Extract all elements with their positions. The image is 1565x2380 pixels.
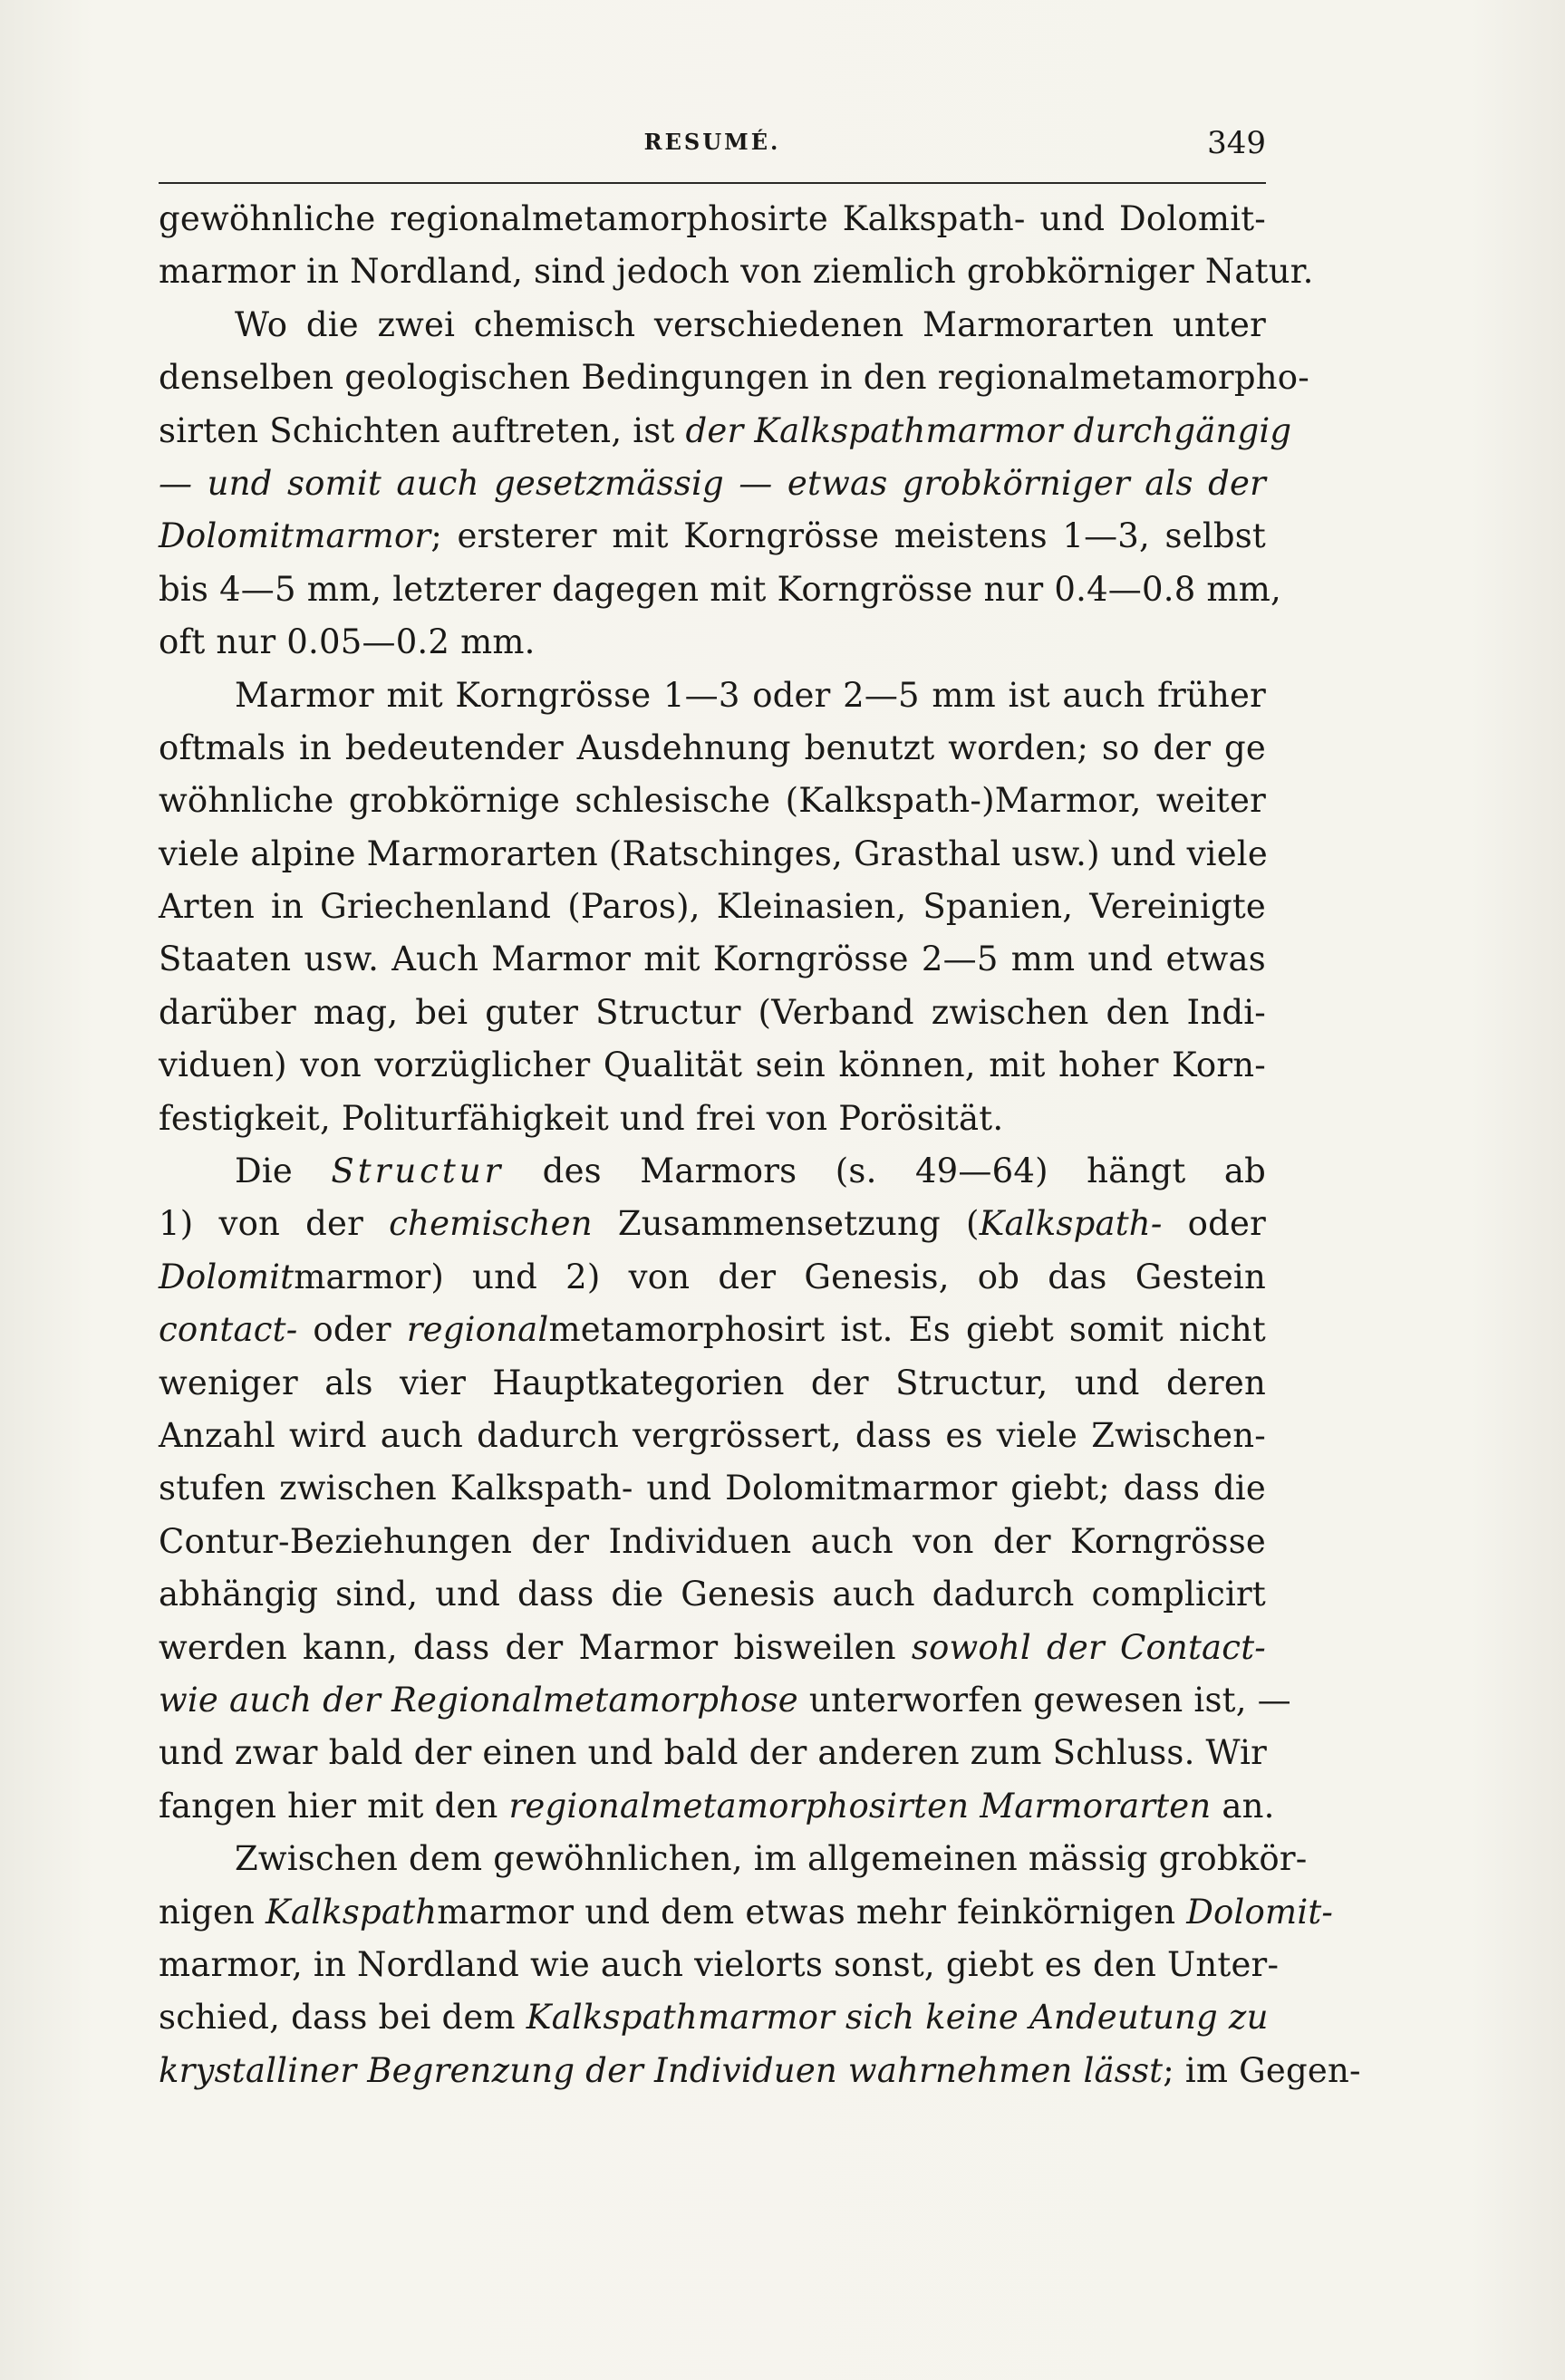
text-line: Wo die zwei chemisch verschiedenen Marmorarten unter bbox=[235, 304, 1266, 344]
italic-text: Dolomitmarmor bbox=[159, 516, 431, 556]
text-line bbox=[159, 1991, 1269, 2044]
italic-text: regional bbox=[406, 1310, 549, 1350]
italic-text: Kalkspath- bbox=[979, 1204, 1163, 1244]
text-line: Contur-Beziehungen der Individuen auch von der Korngrösse bbox=[159, 1521, 1266, 1561]
text-segment: schied, dass bei dem bbox=[159, 1998, 526, 2038]
italic-text: regionalmetamorphosirten Marmorarten bbox=[508, 1786, 1212, 1826]
italic-text: Kalkspathmarmor sich keine Andeutung zu bbox=[526, 1998, 1269, 2038]
text-line: viele alpine Marmorarten (Ratschinges, Grasthal usw.) und viele bbox=[159, 833, 1268, 873]
header-rule bbox=[159, 182, 1266, 184]
text-segment: ; im Gegen- bbox=[1163, 2050, 1361, 2090]
text-line bbox=[159, 1145, 1266, 1198]
text-segment: marmor und dem etwas mehr feinkörnigen bbox=[437, 1892, 1187, 1932]
italic-text: chemischen bbox=[389, 1204, 593, 1244]
text-line bbox=[159, 1674, 1291, 1727]
italic-text: Structur bbox=[331, 1151, 505, 1191]
text-segment: des Marmors (s. 49—64) hängt ab bbox=[504, 1151, 1266, 1191]
text-line bbox=[159, 1304, 1266, 1356]
italic-text: wie auch der Regionalmetamorphose bbox=[159, 1680, 798, 1720]
text-segment: oder bbox=[1162, 1204, 1266, 1244]
text-line: marmor, in Nordland wie auch vielorts sonst, giebt es den Unter- bbox=[159, 1944, 1280, 1984]
text-line bbox=[159, 1780, 1275, 1833]
text-line bbox=[159, 1622, 1266, 1674]
text-segment: werden kann, dass der Marmor bisweilen bbox=[159, 1627, 912, 1667]
text-line: und zwar bald der einen und bald der anderen zum Schluss. Wir bbox=[159, 1733, 1268, 1773]
text-segment: sirten Schichten auftreten, ist bbox=[159, 410, 686, 450]
text-line: stufen zwischen Kalkspath- und Dolomitmarmor giebt; dass die bbox=[159, 1469, 1266, 1508]
text-line: Staaten usw. Auch Marmor mit Korngrösse 2—5 mm und etwas bbox=[159, 939, 1266, 979]
text-line: Marmor mit Korngrösse 1—3 oder 2—5 mm ist auch früher bbox=[235, 675, 1266, 715]
text-line bbox=[159, 405, 1292, 458]
text-segment: metamorphosirt ist. Es giebt somit nicht bbox=[548, 1310, 1266, 1350]
text-line: bis 4—5 mm, letzterer dagegen mit Korngrösse nur 0.4—0.8 mm, bbox=[159, 569, 1281, 609]
text-line: wöhnliche grobkörnige schlesische (Kalkspath-)Marmor, weiter bbox=[159, 781, 1266, 821]
text-line: marmor in Nordland, sind jedoch von ziemlich grobkörniger Natur. bbox=[159, 252, 1314, 292]
text-line: gewöhnliche regionalmetamorphosirte Kalkspath- und Dolomit- bbox=[159, 199, 1266, 238]
text-line: Zwischen dem gewöhnlichen, im allgemeinen mässig grobkör- bbox=[235, 1839, 1308, 1879]
text-line: oft nur 0.05—0.2 mm. bbox=[159, 622, 536, 662]
text-line: denselben geologischen Bedingungen in den regionalmetamorpho- bbox=[159, 358, 1309, 398]
text-segment: oder bbox=[297, 1310, 407, 1350]
text-line: weniger als vier Hauptkategorien der Structur, und deren bbox=[159, 1363, 1266, 1402]
text-line: Arten in Griechenland (Paros), Kleinasien, Spanien, Vereinigte bbox=[159, 887, 1266, 927]
text-segment: ; ersterer mit Korngrösse meistens 1—3, selbst bbox=[430, 516, 1266, 556]
text-segment: Die bbox=[235, 1151, 332, 1191]
text-line bbox=[159, 1886, 1334, 1939]
text-line: viduen) von vorzüglicher Qualität sein können, mit hoher Korn- bbox=[159, 1045, 1266, 1085]
text-line bbox=[159, 1251, 1266, 1304]
italic-text: Dolomit bbox=[159, 1257, 295, 1296]
italic-text: sowohl der Contact- bbox=[911, 1627, 1266, 1667]
text-line bbox=[159, 2045, 1361, 2097]
body-text bbox=[159, 193, 1361, 2097]
italic-text: contact- bbox=[159, 1310, 298, 1350]
text-line: darüber mag, bei guter Structur (Verband zwischen den Indi- bbox=[159, 992, 1266, 1032]
text-segment: 1) von der bbox=[159, 1204, 390, 1244]
text-line bbox=[159, 1198, 1266, 1250]
text-segment: an. bbox=[1211, 1786, 1275, 1826]
italic-text: krystalliner Begrenzung der Individuen wahrnehmen lässt bbox=[159, 2050, 1164, 2090]
text-line: oftmals in bedeutender Ausdehnung benutzt worden; so der ge bbox=[159, 727, 1266, 767]
text-line bbox=[159, 458, 1266, 510]
text-segment: Zusammensetzung ( bbox=[592, 1204, 980, 1244]
italic-text: Kalkspath bbox=[266, 1892, 438, 1932]
text-segment: fangen hier mit den bbox=[159, 1786, 509, 1826]
text-segment: marmor) und 2) von der Genesis, ob das Gestein bbox=[294, 1257, 1266, 1296]
header-title: RESUMÉ. bbox=[643, 129, 781, 155]
italic-text: Dolomit- bbox=[1186, 1892, 1334, 1932]
text-line: abhängig sind, und dass die Genesis auch dadurch complicirt bbox=[159, 1575, 1266, 1614]
text-line: Anzahl wird auch dadurch vergrössert, dass es viele Zwischen- bbox=[159, 1415, 1266, 1455]
text-segment: nigen bbox=[159, 1892, 266, 1932]
text-line: festigkeit, Politurfähigkeit und frei von Porösität. bbox=[159, 1098, 1004, 1138]
text-segment: unterworfen gewesen ist, — bbox=[797, 1680, 1291, 1720]
text-line bbox=[159, 510, 1266, 563]
italic-text: — und somit auch gesetzmässig — etwas grobkörniger als der bbox=[159, 463, 1266, 503]
italic-text: der Kalkspathmarmor durchgängig bbox=[685, 410, 1292, 450]
running-header bbox=[159, 125, 1266, 161]
page-number: 349 bbox=[1207, 125, 1266, 161]
